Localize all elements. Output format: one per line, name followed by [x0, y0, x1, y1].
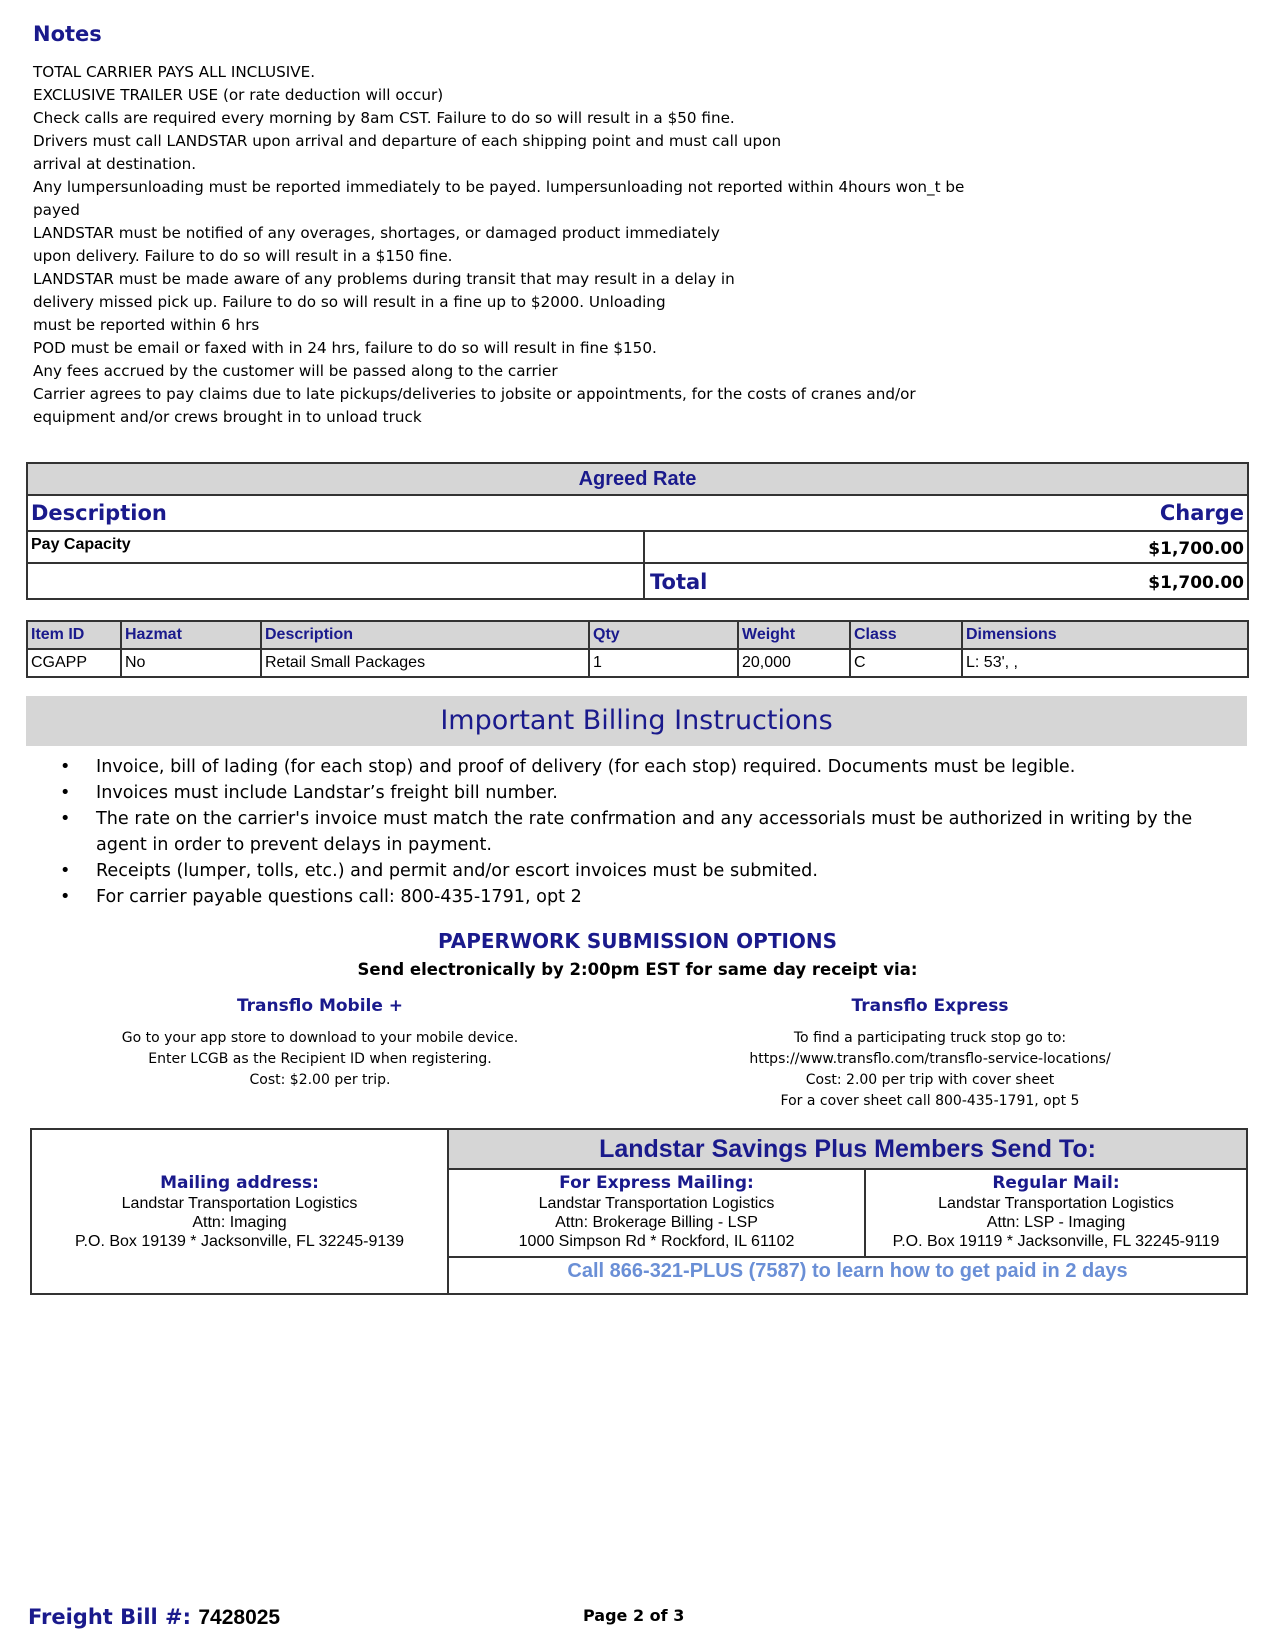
bullet-icon: •: [60, 809, 71, 829]
items-header-cell: Hazmat: [121, 621, 261, 649]
page-number: Page 2 of 3: [583, 1606, 685, 1625]
savings-plus-call-line: Call 866-321-PLUS (7587) to learn how to get paid in 2 days: [567, 1260, 1128, 1282]
transflo-mobile-line: Go to your app store to download to your mobile device.: [121, 1030, 519, 1046]
items-header-cell: Item ID: [27, 621, 121, 649]
rate-column-headers: [28, 496, 1247, 532]
billing-instructions-title: Important Billing Instructions: [26, 696, 1247, 746]
paperwork-subtitle: Send electronically by 2:00pm EST for same day receipt via:: [357, 960, 918, 979]
items-header-cell: Weight: [738, 621, 850, 649]
items-cell: 20,000: [738, 649, 850, 677]
list-item: • For carrier payable questions call: 800-435-1791, opt 2: [60, 884, 1240, 910]
bullet-icon: •: [60, 757, 71, 777]
transflo-express-line: For a cover sheet call 800-435-1791, opt 5: [780, 1093, 1080, 1109]
notes-line: arrival at destination.: [33, 155, 197, 173]
express-mailing-title: For Express Mailing:: [559, 1173, 754, 1193]
regular-mail-title: Regular Mail:: [992, 1173, 1120, 1193]
rate-line-row: [28, 532, 1247, 564]
notes-line: payed: [33, 201, 80, 219]
items-header-row: [27, 621, 1248, 649]
notes-line: LANDSTAR must be notified of any overages, shortages, or damaged product immediately: [33, 224, 720, 242]
list-item: • Invoice, bill of lading (for each stop) and proof of delivery (for each stop) required. Documents must be legible.: [60, 754, 1240, 780]
transflo-express-title: Transflo Express: [851, 996, 1009, 1016]
mailing-address-block: [32, 1172, 447, 1251]
items-header-cell: Dimensions: [962, 621, 1248, 649]
agreed-rate-table: [26, 462, 1249, 600]
transflo-express-section: [700, 996, 1160, 1112]
regular-mail-line: Landstar Transportation Logistics: [938, 1195, 1174, 1212]
agreed-rate-header: Agreed Rate: [28, 464, 1247, 496]
items-header-cell: Class: [850, 621, 962, 649]
regular-mail-line: P.O. Box 19119 * Jacksonville, FL 32245-9119: [892, 1233, 1220, 1250]
table-row: [27, 649, 1248, 677]
rate-total-value: $1,700.00: [1148, 573, 1244, 593]
notes-line: POD must be email or faxed with in 24 hrs, failure to do so will result in fine $150.: [33, 339, 657, 357]
items-header-cell: Qty: [589, 621, 738, 649]
notes-line: LANDSTAR must be made aware of any problems during transit that may result in a delay in: [33, 270, 735, 288]
regular-mail-block: [866, 1172, 1246, 1251]
express-mailing-block: [449, 1172, 864, 1251]
notes-line: Drivers must call LANDSTAR upon arrival and departure of each shipping point and must call upon: [33, 132, 782, 150]
notes-line: must be reported within 6 hrs: [33, 316, 260, 334]
rate-line-description: Pay Capacity: [31, 536, 131, 553]
items-cell: Retail Small Packages: [261, 649, 589, 677]
notes-text: [33, 61, 964, 429]
transflo-mobile-line: Enter LCGB as the Recipient ID when registering.: [148, 1051, 492, 1067]
rate-total-label: Total: [650, 570, 708, 594]
regular-mail-line: Attn: LSP - Imaging: [986, 1214, 1126, 1231]
items-cell: C: [850, 649, 962, 677]
notes-line: Any lumpersunloading must be reported immediately to be payed. lumpersunloading not reported within 4hours won_t be: [33, 178, 965, 196]
freight-bill: [28, 1605, 280, 1630]
list-item: • Receipts (lumper, tolls, etc.) and permit and/or escort invoices must be submited.: [60, 858, 1240, 884]
mailing-address-line: Landstar Transportation Logistics: [121, 1195, 358, 1212]
freight-bill-number: 7428025: [198, 1606, 281, 1629]
items-cell: No: [121, 649, 261, 677]
notes-line: TOTAL CARRIER PAYS ALL INCLUSIVE.: [33, 63, 316, 81]
transflo-express-line: To find a participating truck stop go to:: [793, 1030, 1067, 1046]
rate-charge-header: Charge: [1159, 501, 1244, 525]
notes-line: Any fees accrued by the customer will be passed along to the carrier: [33, 362, 558, 380]
notes-line: Carrier agrees to pay claims due to late pickups/deliveries to jobsite or appointments, for the costs of cranes and/or: [33, 385, 916, 403]
mailing-address-line: P.O. Box 19139 * Jacksonville, FL 32245-9139: [74, 1233, 405, 1250]
notes-line: equipment and/or crews brought in to unload truck: [33, 408, 422, 426]
notes-line: EXCLUSIVE TRAILER USE (or rate deduction will occur): [33, 86, 444, 104]
mailing-address-title: Mailing address:: [160, 1173, 319, 1193]
list-item: • Invoices must include Landstar’s freight bill number.: [60, 780, 1240, 806]
notes-line: delivery missed pick up. Failure to do so will result in a fine up to $2000. Unloading: [33, 293, 666, 311]
bullet-icon: •: [60, 887, 71, 907]
address-box: [30, 1128, 1248, 1295]
mailing-address-line: Attn: Imaging: [192, 1214, 287, 1231]
notes-title: Notes: [33, 22, 102, 46]
rate-total-row: [28, 564, 1247, 598]
items-cell: L: 53', ,: [962, 649, 1248, 677]
notes-line: Check calls are required every morning by 8am CST. Failure to do so will result in a $50 fine.: [33, 109, 735, 127]
list-item: • The rate on the carrier's invoice must match the rate confrmation and any accessorials must be authorized in writing by the agent in order to prevent delays in payment.: [60, 806, 1240, 858]
notes-line: upon delivery. Failure to do so will result in a $150 fine.: [33, 247, 453, 265]
bullet-icon: •: [60, 861, 71, 881]
paperwork-title: PAPERWORK SUBMISSION OPTIONS: [437, 929, 838, 953]
savings-plus-header: Landstar Savings Plus Members Send To:: [449, 1130, 1246, 1170]
transflo-mobile-title: Transflo Mobile +: [236, 996, 404, 1016]
items-header-cell: Description: [261, 621, 589, 649]
transflo-express-link[interactable]: https://www.transflo.com/transflo-service-locations/: [749, 1051, 1111, 1067]
rate-line-charge: $1,700.00: [1148, 539, 1244, 559]
bullet-icon: •: [60, 783, 71, 803]
transflo-mobile-line: Cost: $2.00 per trip.: [249, 1072, 391, 1088]
billing-instructions-list: [60, 754, 1240, 910]
express-mailing-line: 1000 Simpson Rd * Rockford, IL 61102: [518, 1233, 795, 1250]
transflo-mobile-section: [60, 996, 580, 1091]
express-mailing-line: Landstar Transportation Logistics: [538, 1195, 775, 1212]
freight-bill-label: Freight Bill #:: [28, 1605, 192, 1629]
transflo-express-line: Cost: 2.00 per trip with cover sheet: [805, 1072, 1055, 1088]
items-cell: CGAPP: [27, 649, 121, 677]
items-cell: 1: [589, 649, 738, 677]
rate-description-header: Description: [31, 501, 167, 525]
items-table: [26, 620, 1249, 678]
express-mailing-line: Attn: Brokerage Billing - LSP: [555, 1214, 758, 1231]
